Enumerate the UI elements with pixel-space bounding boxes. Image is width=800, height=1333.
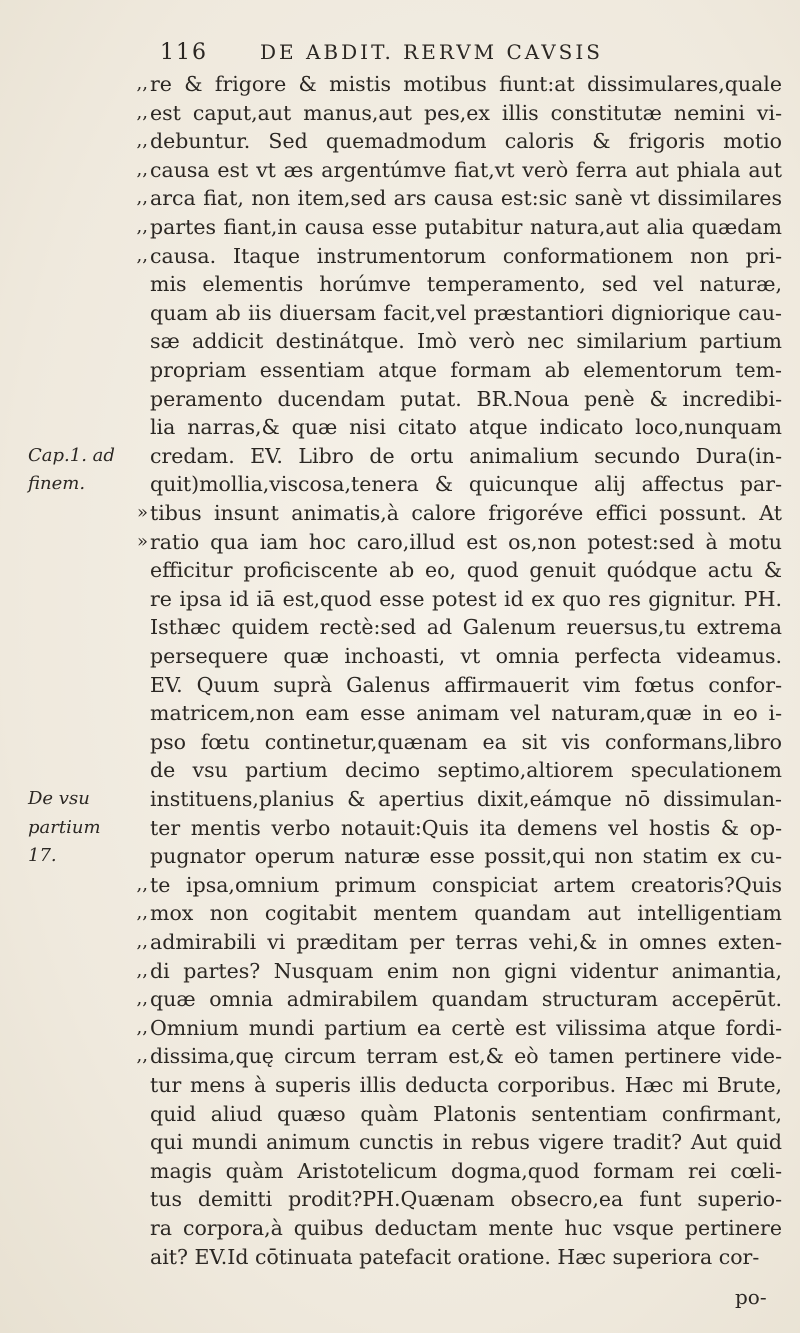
line-text: te ipsa,omnium primum conspiciat artem creatoris?Quis xyxy=(150,872,782,897)
text-line xyxy=(0,814,800,842)
line-text: mox non cogitabit mentem quandam aut intelligentiam xyxy=(150,901,782,926)
line-text: ra corpora,à quibus deductam mente huc vsque pertinere xyxy=(150,1216,782,1240)
line-text: debuntur. Sed quemadmodum caloris & frigoris motio xyxy=(150,129,782,154)
line-text: arca fiat, non item,sed ars causa est:sic sanè vt dissimilares xyxy=(150,186,782,211)
text-line xyxy=(0,413,800,441)
text-line xyxy=(0,928,800,956)
text-line xyxy=(0,70,800,98)
text-line xyxy=(0,385,800,413)
catchword: po- xyxy=(735,1285,767,1309)
quote-mark: ,, xyxy=(136,187,148,209)
text-line xyxy=(0,470,800,498)
line-text: re ipsa id iā est,quod esse potest id ex quo res gignitur. PH. xyxy=(150,586,782,611)
text-line xyxy=(0,356,800,384)
text-line xyxy=(0,957,800,985)
quote-mark: ,, xyxy=(136,244,148,266)
line-text: tibus insunt animatis,à calore frigoréve effici possunt. At xyxy=(150,501,782,525)
margin-note: 17. xyxy=(28,845,57,867)
quote-mark: ,, xyxy=(136,931,148,952)
text-line xyxy=(0,871,800,899)
quote-mark: ,, xyxy=(136,101,148,123)
line-text: quæ omnia admirabilem quandam structuram accepērūt. xyxy=(150,987,782,1012)
line-text: Omnium mundi partium ea certè est vilissima atque fordi- xyxy=(150,1015,782,1040)
text-line xyxy=(0,699,800,727)
text-line xyxy=(0,327,800,355)
line-text: persequere quæ inchoasti, vt omnia perfecta videamus. xyxy=(150,644,782,668)
text-line xyxy=(0,556,800,584)
running-title: DE ABDIT. RERVM CAVSIS xyxy=(260,40,603,64)
quote-mark: ,, xyxy=(136,216,148,237)
text-line xyxy=(0,213,800,241)
line-text: dissima,quę circum terram est,& eò tamen pertinere vide- xyxy=(150,1044,782,1069)
line-text: lia narras,& quæ nisi citato atque indicato loco,nunquam xyxy=(150,415,782,440)
quote-mark: » xyxy=(136,530,148,552)
line-text: sæ addicit destinátque. Imò verò nec similarium partium xyxy=(150,329,782,354)
line-text: tur mens à superis illis deducta corporibus. Hæc mi Brute, xyxy=(150,1073,782,1097)
line-text: peramento ducendam putat. BR.Noua penè & incredibi- xyxy=(150,386,782,411)
line-text: di partes? Nusquam enim non gigni videntur animantia, xyxy=(150,958,782,983)
text-line xyxy=(0,671,800,699)
text-line xyxy=(0,1214,800,1242)
line-text: propriam essentiam atque formam ab elementorum tem- xyxy=(150,358,782,382)
line-text: mis elementis horúmve temperamento, sed vel naturæ, xyxy=(150,272,782,297)
text-line xyxy=(0,642,800,670)
text-line xyxy=(0,299,800,327)
line-text: instituens,planius & apertius dixit,eámque nō dissimulan- xyxy=(150,787,782,811)
text-line xyxy=(0,842,800,870)
line-text: magis quàm Aristotelicum dogma,quod formam rei cœli- xyxy=(150,1158,782,1183)
text-line xyxy=(0,127,800,155)
line-text: re & frigore & mistis motibus fiunt:at dissimulares,quale xyxy=(150,72,782,96)
page-header xyxy=(160,40,760,70)
line-text: causa. Itaque instrumentorum conformationem non pri- xyxy=(150,243,782,268)
margin-note: partium xyxy=(28,816,101,838)
line-text: ratio qua iam hoc caro,illud est os,non potest:sed à motu xyxy=(150,529,782,554)
line-text: est caput,aut manus,aut pes,ex illis constitutæ nemini vi- xyxy=(150,100,782,125)
line-text: admirabili vi præditam per terras vehi,& in omnes exten- xyxy=(150,930,782,954)
text-line xyxy=(0,1185,800,1213)
text-line xyxy=(0,1100,800,1128)
text-line xyxy=(0,728,800,756)
text-line xyxy=(0,499,800,527)
quote-mark: ,, xyxy=(136,959,148,981)
line-text: pso fœtu continetur,quænam ea sit vis conformans,libro xyxy=(150,729,782,754)
text-line xyxy=(0,1042,800,1070)
quote-mark: ,, xyxy=(136,130,148,152)
text-line xyxy=(0,1157,800,1185)
line-text: pugnator operum naturæ esse possit,qui non statim ex cu- xyxy=(150,844,782,869)
quote-mark: ,, xyxy=(136,73,148,94)
text-line xyxy=(0,785,800,813)
margin-note: finem. xyxy=(28,473,86,495)
text-line xyxy=(0,756,800,784)
line-text: causa est vt æs argentúmve fiat,vt verò ferra aut phiala aut xyxy=(150,157,782,182)
text-line xyxy=(0,184,800,212)
page-number: 116 xyxy=(160,40,208,65)
quote-mark: ,, xyxy=(136,1016,148,1038)
text-line xyxy=(0,442,800,470)
quote-mark: ,, xyxy=(136,1045,148,1067)
line-text: quid aliud quæso quàm Platonis sententiam confirmant, xyxy=(150,1101,782,1126)
line-text: tus demitti prodit?PH.Quænam obsecro,ea funt superio- xyxy=(150,1187,782,1212)
text-line xyxy=(0,242,800,270)
text-line xyxy=(0,1243,800,1271)
line-text: matricem,non eam esse animam vel naturam,quæ in eo i- xyxy=(150,701,782,726)
line-text: EV. Quum suprà Galenus affirmauerit vim fœtus confor- xyxy=(150,672,782,697)
line-text: ter mentis verbo notauit:Quis ita demens vel hostis & op- xyxy=(150,815,782,840)
text-line xyxy=(0,99,800,127)
text-line xyxy=(0,528,800,556)
text-line xyxy=(0,585,800,613)
line-text: Isthæc quidem rectè:sed ad Galenum reuersus,tu extrema xyxy=(150,615,782,640)
quote-mark: » xyxy=(136,502,148,523)
line-text: ait? EV.Id cōtinuata patefacit oratione. Hæc superiora cor- xyxy=(150,1244,760,1269)
margin-note: De vsu xyxy=(28,788,90,809)
line-text: efficitur proficiscente ab eo, quod genuit quódque actu & xyxy=(150,558,782,583)
text-line xyxy=(0,1128,800,1156)
line-text: partes fiant,in causa esse putabitur natura,aut alia quædam xyxy=(150,215,782,239)
line-text: qui mundi animum cunctis in rebus vigere tradit? Aut quid xyxy=(150,1130,782,1155)
text-line xyxy=(0,1014,800,1042)
margin-note: Cap.1. ad xyxy=(28,444,115,466)
text-line xyxy=(0,1071,800,1099)
text-line xyxy=(0,899,800,927)
quote-mark: ,, xyxy=(136,988,148,1010)
line-text: de vsu partium decimo septimo,altiorem speculationem xyxy=(150,758,782,783)
quote-mark: ,, xyxy=(136,158,148,180)
line-text: quam ab iis diuersam facit,vel præstantiori digniorique cau- xyxy=(150,300,782,325)
quote-mark: ,, xyxy=(136,902,148,924)
text-line xyxy=(0,613,800,641)
text-line xyxy=(0,985,800,1013)
text-line xyxy=(0,156,800,184)
quote-mark: ,, xyxy=(136,873,148,895)
line-text: quit)mollia,viscosa,tenera & quicunque alij affectus par- xyxy=(150,472,782,497)
line-text: credam. EV. Libro de ortu animalium secundo Dura(in- xyxy=(150,443,782,468)
text-line xyxy=(0,270,800,298)
